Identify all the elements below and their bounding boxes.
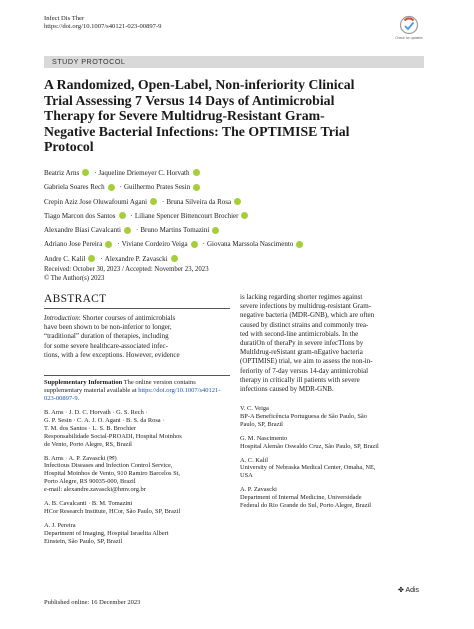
author-name: Bruno Martins Tomazini	[140, 226, 210, 235]
author-name: Tiago Marcon dos Santos	[44, 211, 116, 220]
abstract-line: for some severe healthcare-associated infec-	[44, 341, 168, 350]
title-line: A Randomized, Open-Label, Non-inferiority Clinical	[44, 77, 355, 92]
author-line	[44, 223, 434, 237]
copyright: © The Author(s) 2023	[44, 274, 105, 282]
check-for-updates-icon	[397, 15, 421, 45]
author-line	[44, 180, 434, 194]
author-name: Beatriz Arns	[44, 169, 80, 177]
received-accepted: Received: October 30, 2023 / Accepted: November 23, 2023	[44, 266, 209, 273]
affiliation-authors: G. M. Nascimento	[240, 434, 288, 442]
title-line: Negative Bacterial Infections: The OPTIMISE Trial	[44, 123, 350, 139]
abstract-line: ted with second-line antimicrobials. In the	[240, 329, 359, 338]
affiliation-block	[240, 405, 430, 429]
orcid-icon[interactable]	[150, 198, 157, 205]
adis-logo-icon: ✤	[398, 587, 404, 594]
doi-link[interactable]: https://doi.org/10.1007/s40121-023-00897-9	[44, 23, 162, 30]
affiliation-line: Paulo, SP, Brazil	[240, 420, 283, 428]
orcid-icon[interactable]	[193, 169, 200, 176]
affiliation-line: University of Nebraska Medical Center, Omaha, NE,	[240, 464, 376, 472]
title-line: Protocol	[44, 139, 94, 155]
orcid-icon[interactable]	[234, 198, 241, 205]
affiliation-line: HCor Research Institute, HCor, São Paulo, SP, Brazil	[44, 507, 181, 515]
affiliation-block	[44, 455, 230, 495]
affiliation-line: Infectious Diseases and Infection Control Service,	[44, 462, 173, 470]
abstract-line: therapy in critically ill patients with severe	[240, 375, 360, 384]
author-separator: ·	[94, 169, 97, 177]
abstract-line: (OPTIMISE) trial, we aim to assess the non-in-	[240, 357, 373, 366]
affiliation-line: Department of Internal Medicine, Universidade	[240, 494, 362, 502]
affiliation-authors: V. C. Veiga	[240, 405, 269, 412]
author-name: Liliane Spencer Bittencourt Brochier	[134, 211, 239, 220]
affiliation-authors: A. C. Kalil	[240, 456, 269, 464]
check-for-updates-badge[interactable]	[397, 15, 421, 45]
author-separator: ·	[100, 254, 103, 263]
author-line	[44, 237, 434, 251]
affiliation-line: de Vento, Porto Alegre, RS, Brazil	[44, 440, 132, 448]
author-name: Crepin Aziz Jose Oluwafoumi Agani	[44, 197, 148, 206]
supplementary-text: The online version contains supplementary material available at	[44, 379, 196, 394]
abstract-line: tions, with a few exceptions. However, evidence	[44, 350, 180, 359]
affiliation-block	[44, 522, 230, 546]
author-name: Gabriela Soares Rech	[44, 183, 105, 192]
supplementary-info: Supplementary Information The online version contains supplementary material available at https://doi.org/10.1007/s40121-023-00897-9. B. Arns · J. D. C. Horvath · G. S. Rech · G. P. Sesin · C. A. J. O. Agani · B. S. da Rosa · T. M. dos Santos · L. S. B. Brochier Responsabilidade Social-PROADI, Hospital Moinhos de Vento, Porto Alegre, RS, Brazil B. Arns · A. P. Zavascki (✉) Infectious Diseases and Infection Control Service, Hospital Moinhos de Vento, 910 Ramiro Barcelos St, Porto Alegre, RS 90035-000, Brazil e-mail: alexandre.zavascki@hmv.org.br A. B. Cavalcanti · B. M. Tomazini HCor Research Institute, HCor, São Paulo, SP, Brazil A. J. Pereira Department of Imaging, Hospital Israelita Albert Einstein, São Paulo, SP, Brazil	[44, 375, 230, 552]
abstract-line: caused by distinct strains and commonly trea-	[240, 320, 369, 329]
author-separator: ·	[117, 240, 120, 249]
affiliation-block	[240, 486, 430, 510]
affiliation-line: Einstein, São Paulo, SP, Brazil	[44, 537, 123, 545]
abstract-line: have been shown to be non-inferior to longer,	[44, 323, 172, 332]
author-separator: ·	[130, 211, 133, 220]
publisher-logo	[398, 586, 419, 594]
orcid-icon[interactable]	[119, 212, 126, 219]
abstract-line: feriority of 7-day versus 14-day antimicrobial	[240, 366, 369, 375]
author-separator: ·	[119, 183, 122, 192]
title-line: Therapy for Severe Multidrug-Resistant Gram-	[44, 108, 325, 124]
article-dates	[44, 266, 209, 283]
abstract-line: Introduction: Shorter courses of antimicrobials	[44, 314, 176, 322]
abstract-rule	[44, 308, 230, 309]
affiliation-line: Federal do Rio Grande do Sul, Porto Alegre, Brazil	[240, 502, 371, 510]
affiliation-line: Department of Imaging, Hospital Israelita Albert	[44, 529, 169, 537]
author-name: Viviane Cordeiro Veiga	[121, 240, 188, 249]
affiliation-line: Hospital Moinhos de Vento, 910 Ramiro Barcelos St,	[44, 470, 181, 478]
section-label: STUDY PROTOCOL	[52, 57, 126, 66]
title-line: Trial Assessing 7 Versus 14 Days of Antimicrobial	[44, 92, 335, 108]
abstract-intro	[44, 314, 230, 360]
author-line	[44, 195, 434, 209]
author-name: Bruna Silveira da Rosa	[166, 197, 232, 206]
author-name: Alexandre Biasi Cavalcanti	[44, 226, 121, 235]
journal-name: Infect Dis Ther	[44, 15, 85, 22]
orcid-icon[interactable]	[212, 227, 219, 234]
running-header	[44, 15, 161, 31]
intro-label: Introduction	[44, 314, 79, 322]
check-for-updates-label: Check for updates	[395, 36, 423, 40]
orcid-icon[interactable]	[171, 255, 178, 262]
author-separator: ·	[202, 240, 205, 249]
orcid-icon[interactable]	[191, 241, 198, 248]
affiliation-authors: A. P. Zavascki	[240, 486, 277, 494]
orcid-icon[interactable]	[105, 241, 112, 248]
author-line	[44, 252, 434, 266]
author-name: Adriano Jose Pereira	[44, 240, 103, 249]
affiliation-line: BP-A Beneficência Portuguesa de São Paulo, São	[240, 412, 367, 420]
author-name: Giovana Marssola Nascimento	[206, 240, 294, 249]
orcid-icon[interactable]	[124, 227, 131, 234]
orcid-icon[interactable]	[193, 184, 200, 191]
author-name: Guilhermo Prates Sesin	[124, 183, 191, 192]
abstract-line: negative bacteria (MDR-GNB), which are often	[240, 311, 375, 320]
affiliation-block	[44, 500, 230, 516]
author-separator: ·	[135, 226, 139, 235]
abstract-line: severe infections by multidrug-resistant Gram-	[240, 302, 372, 311]
orcid-icon[interactable]	[88, 255, 95, 262]
affiliation-block	[44, 409, 230, 449]
author-separator: ·	[162, 197, 165, 206]
abstract-line: infections caused by MDR-GNB.	[240, 385, 334, 394]
affiliations-right	[240, 405, 430, 516]
author-line	[44, 209, 434, 223]
author-name: Andre C. Kalil	[44, 254, 86, 263]
orcid-icon[interactable]	[241, 212, 248, 219]
article-title	[44, 77, 429, 155]
affiliation-authors: A. B. Cavalcanti · B. M. Tomazini	[44, 500, 133, 508]
affiliation-block	[240, 435, 430, 451]
abstract-heading: ABSTRACT	[44, 293, 107, 305]
affiliation-line: Porto Alegre, RS 90035-000, Brazil	[44, 478, 136, 486]
affiliation-line[interactable]: e-mail: alexandre.zavascki@hmv.org.br	[44, 486, 146, 494]
orcid-icon[interactable]	[82, 169, 89, 176]
affiliation-line: G. P. Sesin · C. A. J. O. Agani · B. S. da Rosa ·	[44, 416, 165, 424]
affiliation-authors: A. J. Pereira	[44, 521, 76, 529]
affiliation-line: Responsabilidade Social-PROADI, Hospital Moinhos	[44, 432, 182, 440]
affiliation-authors: B. Arns · A. P. Zavascki (✉)	[44, 454, 117, 462]
affiliation-line: USA	[240, 472, 253, 480]
abstract-line: is lacking regarding shorter regimes against	[240, 293, 363, 301]
published-date: Published online: 16 December 2023	[44, 599, 141, 606]
affiliation-block	[240, 457, 430, 481]
abstract-col2	[240, 293, 430, 394]
abstract-line: “traditional” duration of therapies, including	[44, 332, 169, 341]
author-name: Jaqueline Driemeyer C. Horvath	[98, 169, 190, 177]
abstract-line: MultIdrug-reSistant gram-nEgative bacteria	[240, 348, 363, 357]
section-band	[44, 56, 424, 68]
author-line	[44, 166, 434, 180]
supplementary-label: Supplementary Information	[44, 379, 123, 386]
orcid-icon[interactable]	[108, 184, 115, 191]
affiliation-line: T. M. dos Santos · L. S. B. Brochier	[44, 424, 137, 432]
affiliation-line: Hospital Alemão Oswaldo Cruz, São Paulo, SP, Brazil	[240, 442, 379, 450]
orcid-icon[interactable]	[296, 241, 303, 248]
abstract-line: duratiOn of theraPy in severe infecTIons by	[240, 339, 364, 348]
affiliation-authors: B. Arns · J. D. C. Horvath · G. S. Rech ·	[44, 409, 148, 416]
author-list	[44, 166, 434, 266]
supplementary-link[interactable]: https://doi.org/10.1007/s40121-023-00897-9	[44, 387, 221, 402]
author-name: Alexandre P. Zavascki	[104, 254, 168, 263]
publisher-name: Adis	[405, 587, 420, 594]
